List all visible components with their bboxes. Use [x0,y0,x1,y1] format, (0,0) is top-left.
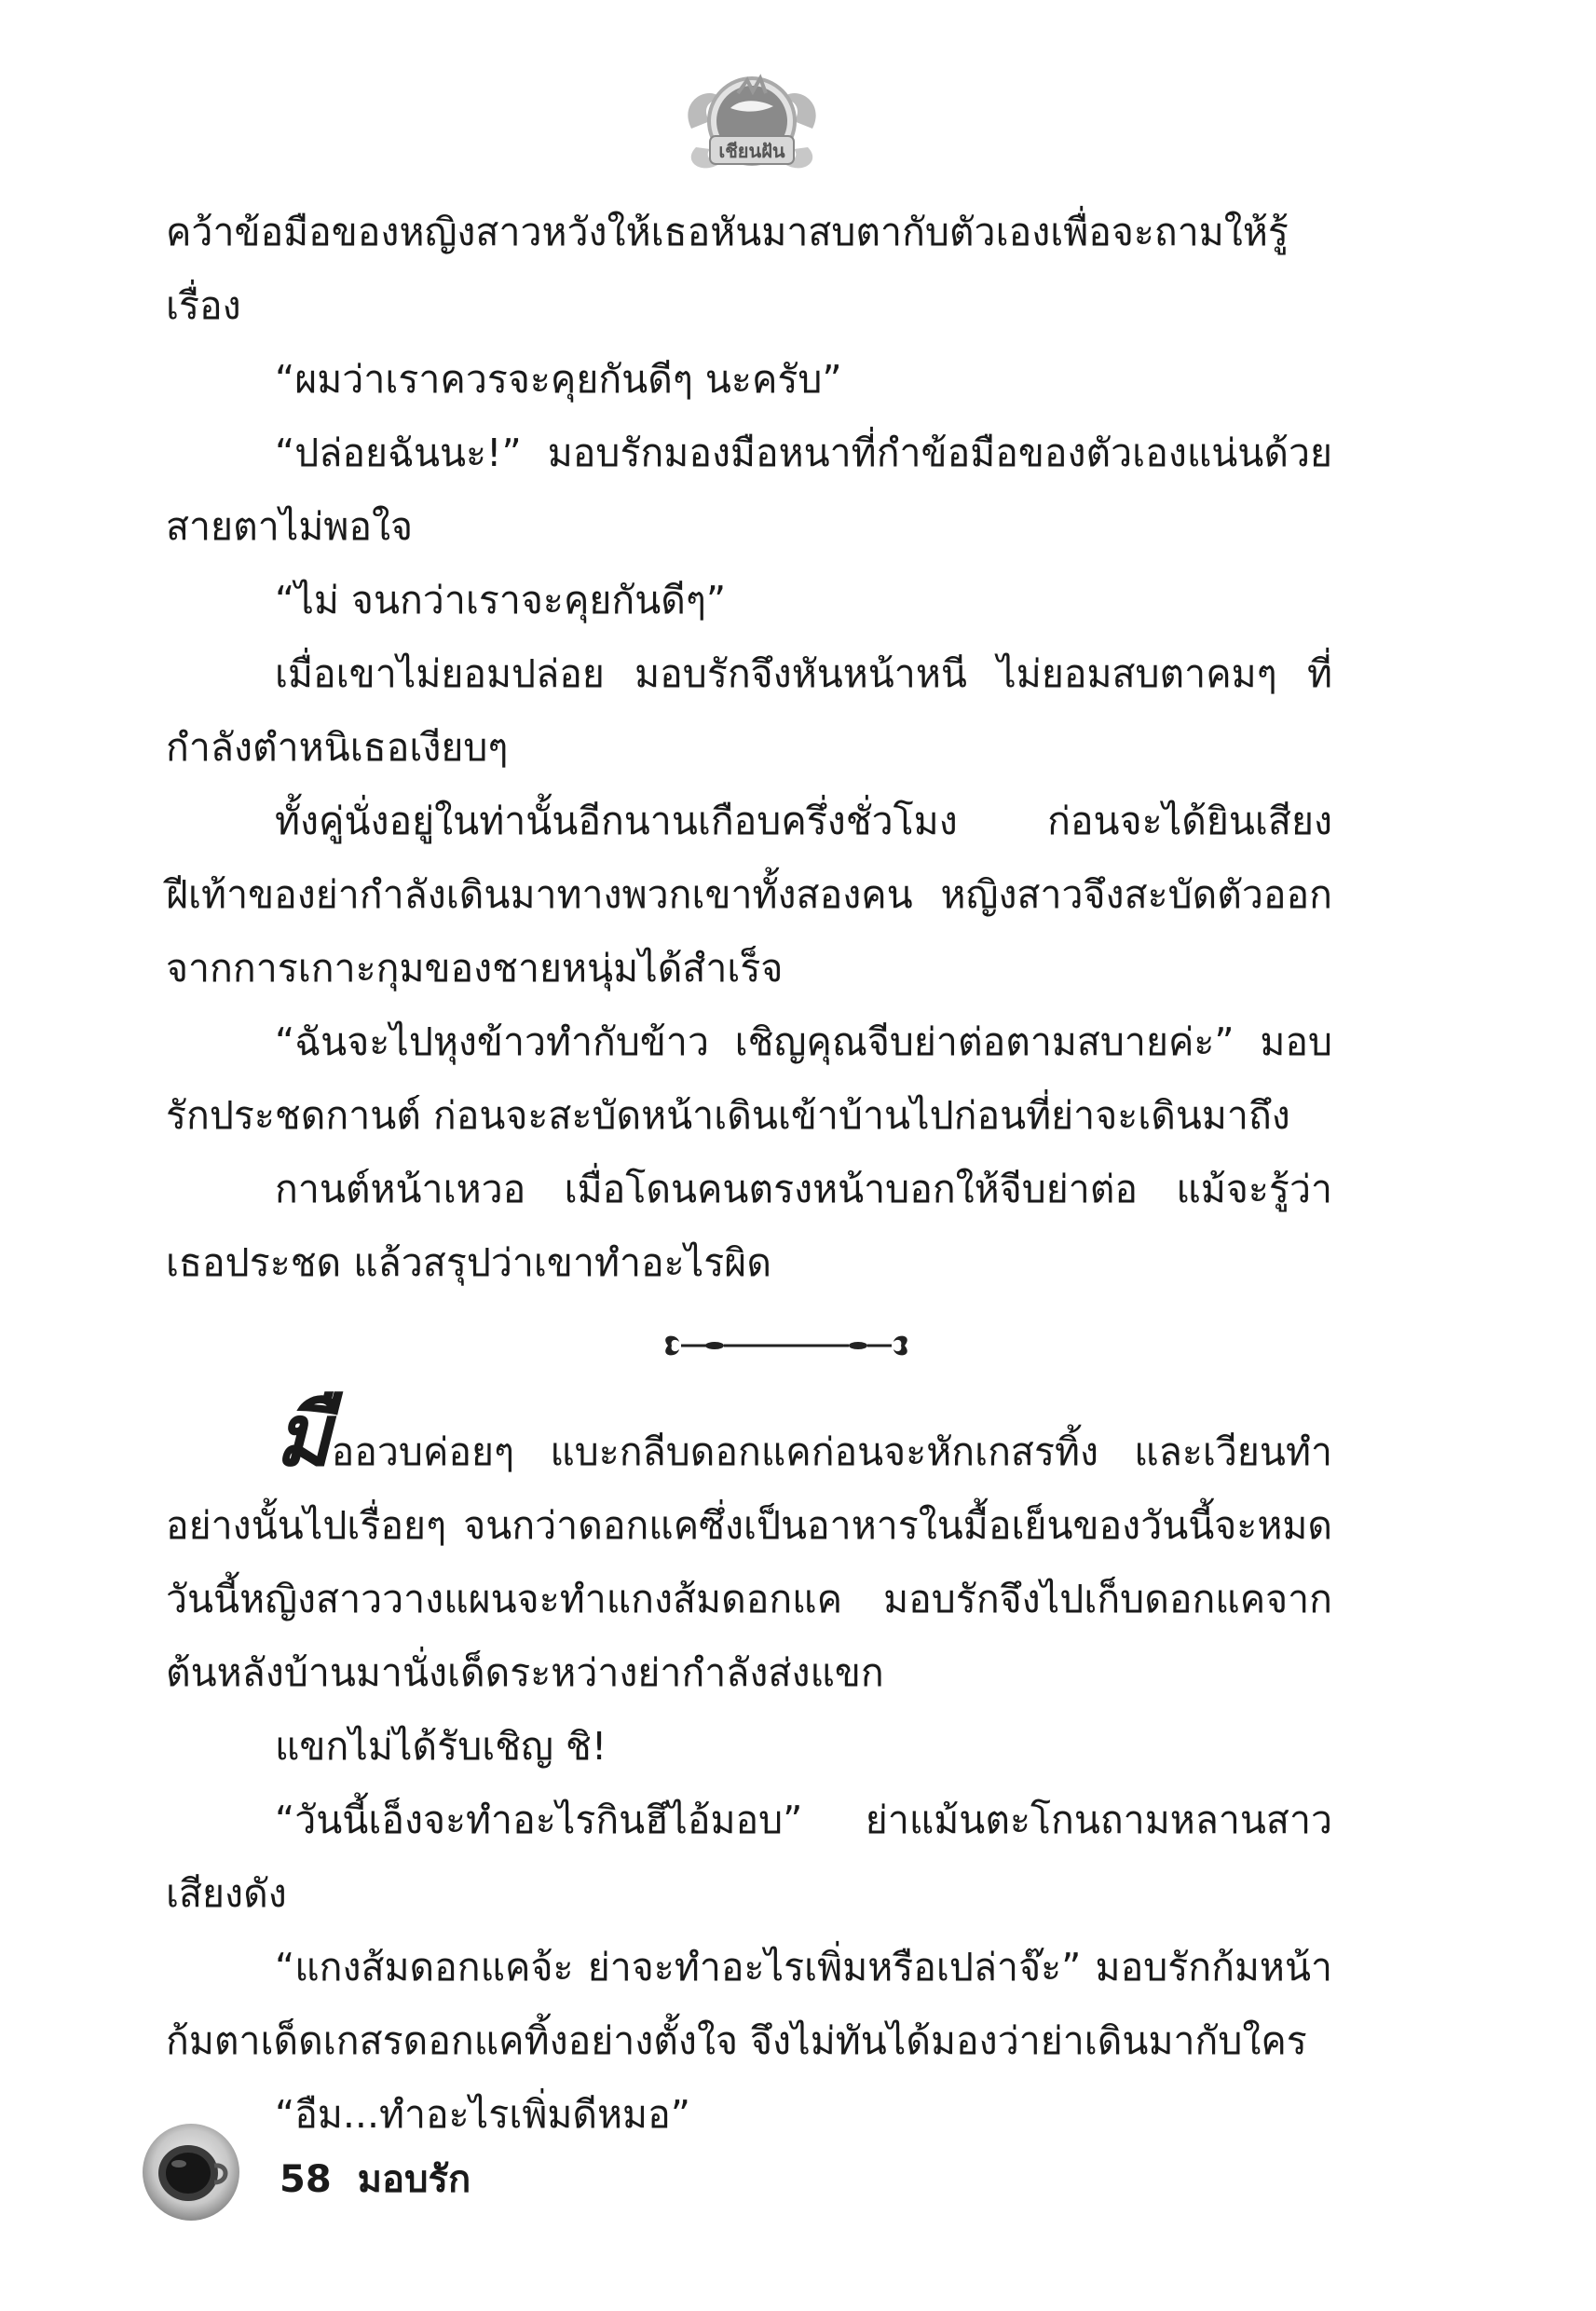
dropcap-paragraph [166,1386,1332,1710]
paragraph: “ผมว่าเราควรจะคุยกันดีๆ นะครับ” [275,357,842,402]
paragraph: “ปล่อยฉันนะ!” มอบรักมองมือหนาที่กำข้อมือของตัวเองแน่นด้วยสายตาไม่พอใจ [166,431,1332,549]
page-number: 58 [280,2158,332,2201]
drop-cap-letter: มื [275,1386,332,1485]
paragraph: คว้าข้อมือของหญิงสาวหวังให้เธอหันมาสบตากับตัวเองเพื่อจะถามให้รู้เรื่อง [166,210,1289,328]
header-logo [673,63,831,180]
decorative-ornament-logo-icon [673,63,831,180]
paragraph: แขกไม่ได้รับเชิญ ชิ! [275,1724,607,1769]
coffee-cup-icon [140,2121,242,2223]
logo-text: เชียนฝัน [718,140,785,162]
section-break [240,1300,1332,1391]
page-footer [140,2121,606,2242]
book-title: มอบรัก [357,2158,471,2201]
paragraph: “แกงส้มดอกแคจ้ะ ย่าจะทำอะไรเพิ่มหรือเปล่าจ๊ะ” มอบรักก้มหน้าก้มตาเด็ดเกสรดอกแคทิ้งอย่างตั้งใจ จึงไม่ทันได้มองว่าย่าเดินมากับใคร [166,1945,1332,2063]
paragraph: “ไม่ จนกว่าเราจะคุยกันดีๆ” [275,578,727,622]
footer-text [280,2149,497,2208]
paragraph: “วันนี้เอ็งจะทำอะไรกินฮึไอ้มอบ” ย่าแม้นตะโกนถามหลานสาวเสียงดัง [166,1798,1332,1916]
paragraph: เมื่อเขาไม่ยอมปล่อย มอบรักจึงหันหน้าหนี ไม่ยอมสบตาคมๆ ที่กำลังตำหนิเธอเงียบๆ [166,651,1332,770]
paragraph: ทั้งคู่นั่งอยู่ในท่านั้นอีกนานเกือบครึ่งชั่วโมง ก่อนจะได้ยินเสียงฝีเท้าของย่ากำลังเดินมาทางพวกเขาทั้งสองคน หญิงสาวจึงสะบัดตัวออกจากการเกาะกุมของชายหนุ่มได้สำเร็จ [166,799,1332,991]
paragraph: “อืม...ทำอะไรเพิ่มดีหมอ” [275,2092,690,2137]
paragraphs-part-2 [166,1710,1332,2152]
paragraphs-part-1 [166,196,1332,1300]
paragraph: กานต์หน้าเหวอ เมื่อโดนคนตรงหน้าบอกให้จีบย่าต่อ แม้จะรู้ว่าเธอประชด แล้วสรุปว่าเขาทำอะไรผิด [166,1167,1332,1285]
ornamental-divider-icon [651,1327,921,1364]
page-body [166,196,1332,2152]
paragraph: “ฉันจะไปหุงข้าวทำกับข้าว เชิญคุณจีบย่าต่อตามสบายค่ะ” มอบรักประชดกานต์ ก่อนจะสะบัดหน้าเดินเข้าบ้านไปก่อนที่ย่าจะเดินมาถึง [166,1019,1332,1138]
dropcap-paragraph-text: ออวบค่อยๆ แบะกลีบดอกแคก่อนจะหักเกสรทิ้ง และเวียนทำอย่างนั้นไปเรื่อยๆ จนกว่าดอกแคซึ่งเป็นอาหารในมื้อเย็นของวันนี้จะหมด วันนี้หญิงสาววางแผนจะทำแกงส้มดอกแค มอบรักจึงไปเก็บดอกแคจากต้นหลังบ้านมานั่งเด็ดระหว่างย่ากำลังส่งแขก [166,1429,1332,1695]
